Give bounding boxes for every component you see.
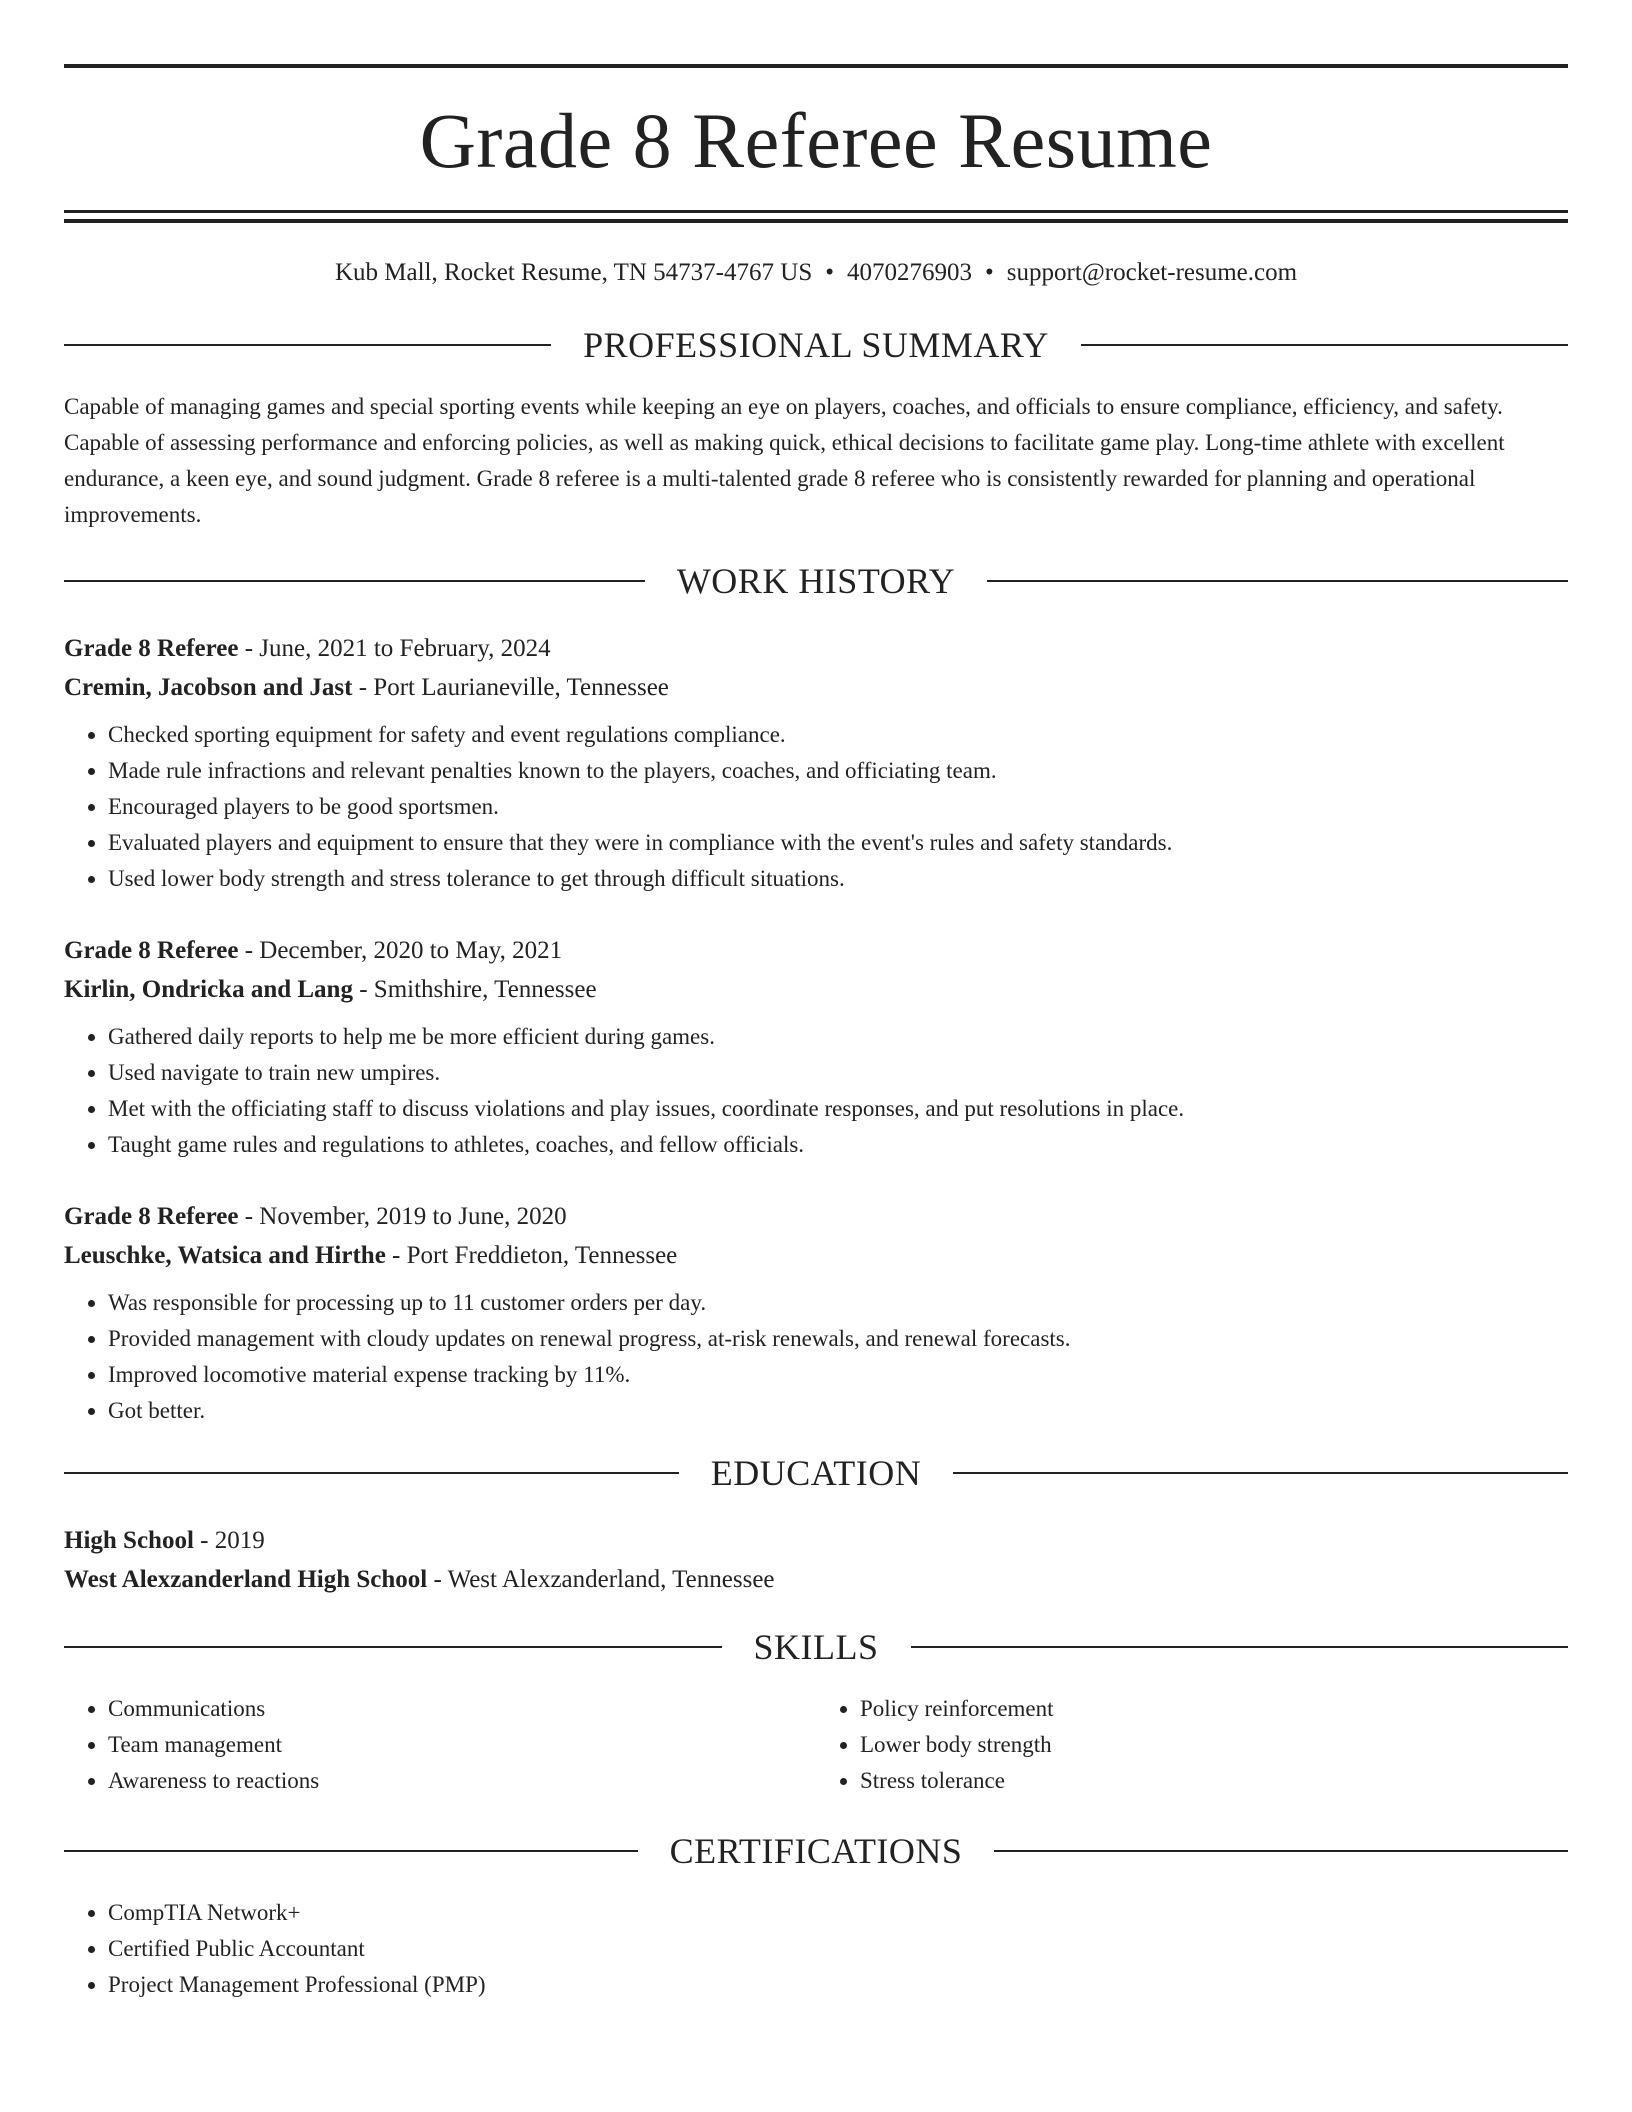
job-dates: November, 2019 to June, 2020	[259, 1203, 567, 1230]
skills-column-left	[64, 1691, 816, 1799]
job-title-line: Grade 8 Referee - December, 2020 to May, 2021	[64, 937, 563, 964]
list-item: • Met with the officiating staff to discuss violations and play issues, coordinate responses, and put resolutions in place.	[108, 1091, 1568, 1127]
skills-heading	[64, 1629, 1568, 1665]
skills-list	[64, 1691, 1568, 1799]
certifications-heading	[64, 1833, 1568, 1869]
list-item: • Communications	[108, 1691, 816, 1727]
list-item: • Policy reinforcement	[860, 1691, 1568, 1727]
education-degree-line: High School - 2019	[64, 1527, 265, 1554]
skills-column-right	[816, 1691, 1568, 1799]
job-location: Smithshire, Tennessee	[373, 976, 597, 1003]
heading-rule	[1081, 344, 1568, 346]
list-item: • Was responsible for processing up to 11 customer orders per day.	[108, 1285, 1568, 1321]
skills-heading-label: SKILLS	[753, 1627, 879, 1667]
job-company-line: Leuschke, Watsica and Hirthe - Port Freddieton, Tennessee	[64, 1242, 678, 1269]
job-title-line: Grade 8 Referee - November, 2019 to June, 2020	[64, 1203, 567, 1230]
job-title: Grade 8 Referee	[64, 635, 239, 662]
list-item: • Gathered daily reports to help me be more efficient during games.	[108, 1019, 1568, 1055]
list-item: • CompTIA Network+	[108, 1895, 1568, 1931]
list-item: • Evaluated players and equipment to ensure that they were in compliance with the event's rules and safety standards.	[108, 825, 1568, 861]
list-item: • Improved locomotive material expense tracking by 11%.	[108, 1357, 1568, 1393]
education-degree: High School	[64, 1527, 194, 1554]
list-item: • Awareness to reactions	[108, 1763, 816, 1799]
summary-text: Capable of managing games and special sporting events while keeping an eye on players, coaches, and officials to ensure compliance, efficiency, and safety. Capable of assessing performance and enforcing policies, as well as making quick, ethical decisions to facilitate game play. Long-time athlete with excellent endurance, a keen eye, and sound judgment. Grade 8 referee is a multi-talented grade 8 referee who is consistently rewarded for planning and operational improvements.	[64, 394, 1505, 527]
contact-separator: •	[985, 259, 994, 286]
job-dates: December, 2020 to May, 2021	[259, 937, 563, 964]
education-school: West Alexzanderland High School	[64, 1566, 428, 1593]
list-item: • Certified Public Accountant	[108, 1931, 1568, 1967]
list-item: • Used navigate to train new umpires.	[108, 1055, 1568, 1091]
education-heading-label: EDUCATION	[710, 1453, 922, 1493]
job-bullets	[64, 1019, 1568, 1163]
contact-phone: 4070276903	[847, 259, 972, 286]
job-title-line: Grade 8 Referee - June, 2021 to February, 2024	[64, 635, 551, 662]
job-company: Kirlin, Ondricka and Lang	[64, 976, 353, 1003]
heading-rule	[64, 344, 551, 346]
list-item: • Project Management Professional (PMP)	[108, 1967, 1568, 2003]
work-history-heading	[64, 563, 1568, 599]
job-location: Port Laurianeville, Tennessee	[373, 674, 669, 701]
list-item: • Provided management with cloudy updates on renewal progress, at-risk renewals, and renewal forecasts.	[108, 1321, 1568, 1357]
list-item: • Used lower body strength and stress tolerance to get through difficult situations.	[108, 861, 1568, 897]
list-item: • Taught game rules and regulations to athletes, coaches, and fellow officials.	[108, 1127, 1568, 1163]
education-heading	[64, 1455, 1568, 1491]
job-company: Leuschke, Watsica and Hirthe	[64, 1242, 386, 1269]
list-item: • Got better.	[108, 1393, 1568, 1429]
job-bullets	[64, 1285, 1568, 1429]
job-dates: June, 2021 to February, 2024	[259, 635, 551, 662]
job-title: Grade 8 Referee	[64, 937, 239, 964]
resume-title: Grade 8 Referee Resume	[419, 97, 1213, 184]
summary-heading	[64, 327, 1568, 363]
list-item: • Made rule infractions and relevant penalties known to the players, coaches, and officiating team.	[108, 753, 1568, 789]
job-entry	[64, 629, 1568, 897]
job-company-line: Cremin, Jacobson and Jast - Port Laurianeville, Tennessee	[64, 674, 669, 701]
list-item: • Lower body strength	[860, 1727, 1568, 1763]
certifications-heading-label: CERTIFICATIONS	[669, 1831, 963, 1871]
job-entry	[64, 1197, 1568, 1429]
contact-email: support@rocket-resume.com	[1006, 259, 1298, 286]
list-item: • Team management	[108, 1727, 816, 1763]
heading-rule	[911, 1646, 1569, 1648]
job-title: Grade 8 Referee	[64, 1203, 239, 1230]
job-company: Cremin, Jacobson and Jast	[64, 674, 353, 701]
education-year: 2019	[214, 1527, 265, 1554]
summary-heading-label: PROFESSIONAL SUMMARY	[583, 325, 1049, 365]
education-entry	[64, 1521, 1568, 1599]
heading-rule	[953, 1472, 1568, 1474]
heading-rule	[64, 580, 645, 582]
contact-line	[64, 260, 1568, 285]
heading-rule	[64, 1472, 679, 1474]
certifications-items	[64, 1895, 1568, 2003]
job-entry	[64, 931, 1568, 1163]
top-rule	[64, 64, 1568, 68]
job-bullets	[64, 717, 1568, 897]
heading-rule	[987, 580, 1568, 582]
work-history-heading-label: WORK HISTORY	[676, 561, 956, 601]
contact-address: Kub Mall, Rocket Resume, TN 54737-4767 US	[334, 259, 813, 286]
list-item: • Encouraged players to be good sportsmen.	[108, 789, 1568, 825]
education-location: West Alexzanderland, Tennessee	[447, 1566, 775, 1593]
job-company-line: Kirlin, Ondricka and Lang - Smithshire, Tennessee	[64, 976, 597, 1003]
contact-separator: •	[825, 259, 834, 286]
education-school-line: West Alexzanderland High School - West Alexzanderland, Tennessee	[64, 1566, 775, 1593]
job-location: Port Freddieton, Tennessee	[406, 1242, 678, 1269]
list-item: • Stress tolerance	[860, 1763, 1568, 1799]
list-item: • Checked sporting equipment for safety and event regulations compliance.	[108, 717, 1568, 753]
heading-rule	[64, 1646, 722, 1648]
title-double-rule	[64, 210, 1568, 223]
heading-rule	[994, 1850, 1568, 1852]
heading-rule	[64, 1850, 638, 1852]
certifications-list	[64, 1895, 1568, 2003]
